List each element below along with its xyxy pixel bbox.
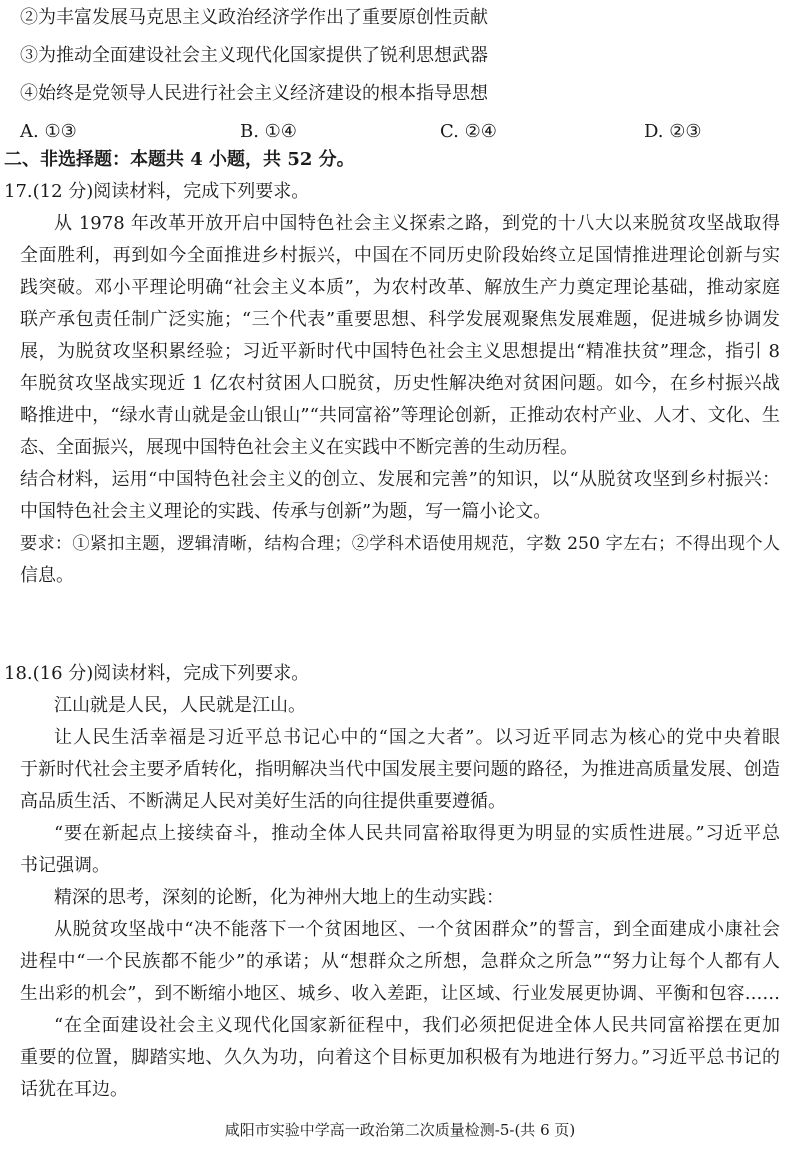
q16-choice-c: C. ②④ xyxy=(440,121,497,142)
q18-line: 话犹在耳边。 xyxy=(20,1079,128,1100)
q16-choice-d: D. ②③ xyxy=(644,121,702,142)
q18-line: 于新时代社会主要矛盾转化，指明解决当代中国发展主要问题的路径，为推进高质量发展、创造 xyxy=(20,759,780,780)
q18-header: 18.(16 分)阅读材料，完成下列要求。 xyxy=(4,663,310,684)
q16-choice-a: A. ①③ xyxy=(20,121,77,142)
q16-statement-2: ②为丰富发展马克思主义政治经济学作出了重要原创性贡献 xyxy=(20,7,488,28)
q18-line: “要在新起点上接续奋斗，推动全体人民共同富裕取得更为明显的实质性进展。”习近平总 xyxy=(54,823,780,844)
q17-material-line: 践突破。邓小平理论明确“社会主义本质”，为农村改革、解放生产力奠定理论基础，推动家庭 xyxy=(20,277,780,298)
q18-line: 江山就是人民，人民就是江山。 xyxy=(54,695,306,716)
q17-material-line: 从 1978 年改革开放开启中国特色社会主义探索之路，到党的十八大以来脱贫攻坚战取得 xyxy=(54,213,780,234)
q18-line: 进程中“一个民族都不能少”的承诺；从“想群众之所想，急群众之所急”“努力让每个人都有人 xyxy=(20,951,780,972)
q17-header: 17.(12 分)阅读材料，完成下列要求。 xyxy=(4,181,310,202)
q17-material-line: 全面胜利，再到如今全面推进乡村振兴，中国在不同历史阶段始终立足国情推进理论创新与实 xyxy=(20,245,780,266)
q16-statement-3: ③为推动全面建设社会主义现代化国家提供了锐利思想武器 xyxy=(20,45,488,66)
q17-material-line: 展，为脱贫攻坚积累经验；习近平新时代中国特色社会主义思想提出“精准扶贫”理念，指引 8 xyxy=(20,341,780,362)
q17-requirement-line: 要求：①紧扣主题，逻辑清晰，结构合理；②学科术语使用规范，字数 250 字左右；不得出现个人 xyxy=(20,534,780,554)
q18-line: 让人民生活幸福是习近平总书记心中的“国之大者”。以习近平同志为核心的党中央着眼 xyxy=(54,727,780,748)
q17-task-line: 中国特色社会主义理论的实践、传承与创新”为题，写一篇小论文。 xyxy=(20,501,552,522)
q17-task-line: 结合材料，运用“中国特色社会主义的创立、发展和完善”的知识，以“从脱贫攻坚到乡村振兴： xyxy=(20,469,780,490)
q18-line: 高品质生活、不断满足人民对美好生活的向往提供重要遵循。 xyxy=(20,791,506,812)
page-footer: 咸阳市实验中学高一政治第二次质量检测-5-(共 6 页) xyxy=(224,1121,576,1139)
q17-requirement-line: 信息。 xyxy=(20,565,74,586)
q18-line: 书记强调。 xyxy=(20,855,110,876)
q16-statement-4: ④始终是党领导人民进行社会主义经济建设的根本指导思想 xyxy=(20,83,488,104)
section-title: 二、非选择题：本题共 4 小题，共 52 分。 xyxy=(4,149,355,170)
q17-material-line: 年脱贫攻坚战实现近 1 亿农村贫困人口脱贫，历史性解决绝对贫困问题。如今，在乡村振兴战 xyxy=(20,373,780,394)
q18-line: 重要的位置，脚踏实地、久久为功，向着这个目标更加积极有为地进行努力。”习近平总书记的 xyxy=(20,1047,780,1068)
q18-line: 生出彩的机会”，到不断缩小地区、城乡、收入差距，让区域、行业发展更协调、平衡和包容…… xyxy=(20,984,780,1004)
q18-line: 从脱贫攻坚战中“决不能落下一个贫困地区、一个贫困群众”的誓言，到全面建成小康社会 xyxy=(54,919,780,940)
q18-line: “在全面建设社会主义现代化国家新征程中，我们必须把促进全体人民共同富裕摆在更加 xyxy=(54,1015,780,1036)
q18-line: 精深的思考，深刻的论断，化为神州大地上的生动实践： xyxy=(54,887,504,908)
q17-material-line: 态、全面振兴，展现中国特色社会主义在实践中不断完善的生动历程。 xyxy=(20,437,578,458)
q17-material-line: 略推进中，“绿水青山就是金山银山”“共同富裕”等理论创新，正推动农村产业、人才、文化、生 xyxy=(20,405,780,426)
q16-choice-b: B. ①④ xyxy=(240,121,297,142)
q17-material-line: 联产承包责任制广泛实施；“三个代表”重要思想、科学发展观聚焦发展难题，促进城乡协调发 xyxy=(20,309,780,330)
